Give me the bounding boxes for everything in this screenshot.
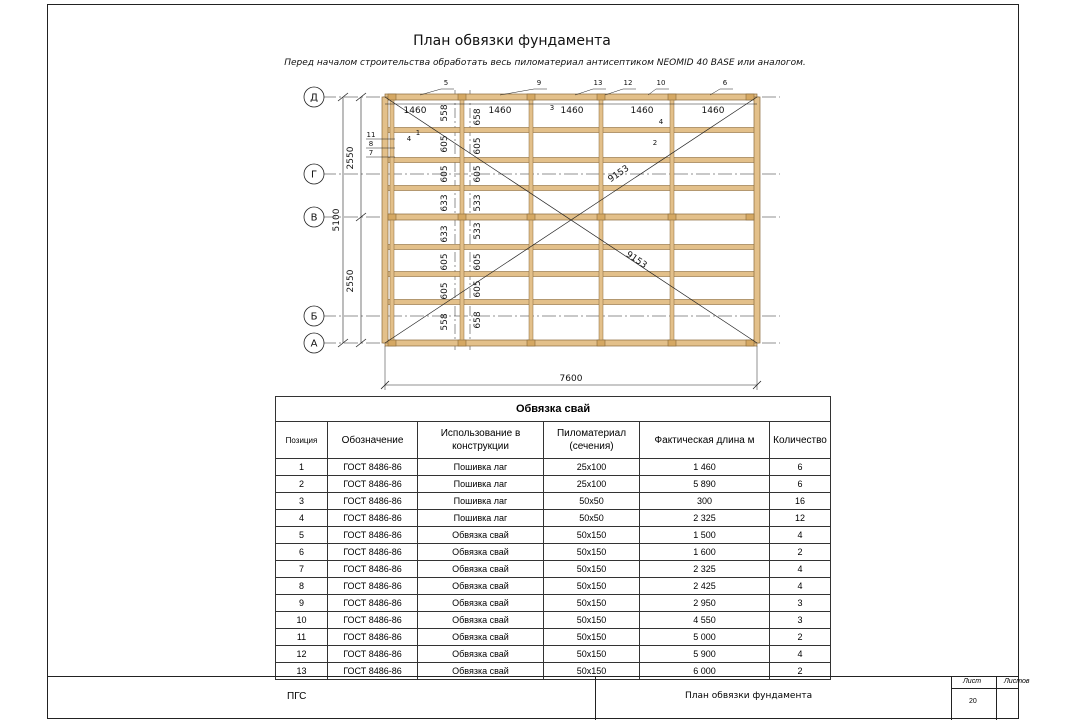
frame-beam-bottom — [385, 340, 757, 346]
table-cell: ГОСТ 8486-86 — [328, 561, 418, 578]
table-cell: Пошивка лаг — [418, 493, 544, 510]
pile-cap — [597, 340, 605, 346]
callout-label: 8 — [368, 140, 374, 148]
table-cell: 2 325 — [640, 510, 770, 527]
table-cell: 7 — [276, 561, 328, 578]
table-row — [276, 493, 831, 510]
axis-label: Б — [310, 311, 318, 323]
sheets-cell — [996, 677, 1030, 720]
pile-cap — [458, 94, 466, 100]
dimension-label: 605 — [473, 165, 483, 183]
table-cell: Обвязка свай — [418, 646, 544, 663]
frame-beam-right — [754, 97, 760, 343]
table-cell: 4 — [770, 646, 831, 663]
table-row — [276, 459, 831, 476]
pile-cap — [527, 214, 535, 220]
table-cell: 2 425 — [640, 578, 770, 595]
table-cell: ГОСТ 8486-86 — [328, 663, 418, 680]
table-cell: 4 550 — [640, 612, 770, 629]
table-cell: Обвязка свай — [418, 612, 544, 629]
dimension-label: 7600 — [559, 374, 583, 384]
table-header-cell: Пиломатериал (сечения) — [544, 422, 640, 459]
table-row — [276, 527, 831, 544]
dimension-label: 2550 — [346, 146, 356, 170]
table-cell: 50х150 — [544, 646, 640, 663]
frame-beam-left — [382, 97, 388, 343]
dimension-label: 658 — [473, 311, 483, 329]
table-header-cell: Количество — [770, 422, 831, 459]
pile-cap — [746, 94, 754, 100]
axis-label: Д — [310, 92, 318, 104]
dimension-label: 2550 — [346, 269, 356, 293]
table-cell: 6 000 — [640, 663, 770, 680]
dimension-label: 1460 — [403, 106, 427, 116]
drawing-note: Перед началом строительства обработать весь пиломатериал антисептиком NEOMID 40 BASE или аналогом. — [284, 58, 806, 68]
joist-board — [385, 186, 757, 191]
sheet-number: 20 — [969, 698, 977, 705]
callout-label: 13 — [593, 79, 603, 87]
table-cell: 50х150 — [544, 578, 640, 595]
dimension-label: 605 — [440, 253, 450, 271]
table-cell: 4 — [276, 510, 328, 527]
table-cell: ГОСТ 8486-86 — [328, 578, 418, 595]
table-cell: 50х150 — [544, 629, 640, 646]
title-block-org-cell — [47, 677, 596, 720]
table-cell: Обвязка свай — [418, 527, 544, 544]
sheet-cell — [951, 677, 997, 720]
axis-label: Г — [310, 169, 318, 181]
callout-label: 6 — [722, 79, 728, 87]
axis-label: В — [310, 212, 318, 224]
pile-cap — [668, 94, 676, 100]
dimension-label: 1460 — [488, 106, 512, 116]
dimension-label: 533 — [473, 222, 483, 240]
sheet-title: План обвязки фундамента — [685, 691, 813, 701]
table-cell: ГОСТ 8486-86 — [328, 595, 418, 612]
table-row — [276, 476, 831, 493]
pile-cap — [458, 340, 466, 346]
dimension-label: 1460 — [560, 106, 584, 116]
callout-label: 11 — [366, 131, 376, 139]
table-cell: Пошивка лаг — [418, 476, 544, 493]
table-row — [276, 629, 831, 646]
table-cell: ГОСТ 8486-86 — [328, 612, 418, 629]
table-cell: 1 600 — [640, 544, 770, 561]
dimension-label: 9153 — [623, 249, 649, 271]
table-cell: Обвязка свай — [418, 561, 544, 578]
callout-label: 2 — [652, 139, 658, 147]
table-cell: Обвязка свай — [418, 578, 544, 595]
table-cell: 4 — [770, 527, 831, 544]
pile-cap — [668, 214, 676, 220]
joist-board — [385, 158, 757, 163]
table-cell: 3 — [770, 612, 831, 629]
table-cell: ГОСТ 8486-86 — [328, 476, 418, 493]
table-cell: 5 890 — [640, 476, 770, 493]
pile-cap — [668, 340, 676, 346]
table-cell: 10 — [276, 612, 328, 629]
table-header-cell: Фактическая длина м — [640, 422, 770, 459]
table-cell: 4 — [770, 578, 831, 595]
dimension-label: 605 — [440, 135, 450, 153]
table-header-cell: Использование в конструкции — [418, 422, 544, 459]
dimension-label: 605 — [440, 282, 450, 300]
table-cell: 1 500 — [640, 527, 770, 544]
drawing-title: План обвязки фундамента — [413, 33, 611, 49]
table-cell: 9 — [276, 595, 328, 612]
dimension-label: 605 — [440, 165, 450, 183]
callout-label: 7 — [368, 149, 374, 157]
table-row — [276, 510, 831, 527]
table-cell: ГОСТ 8486-86 — [328, 544, 418, 561]
dimension-label: 633 — [440, 225, 450, 243]
dimension-label: 658 — [473, 108, 483, 126]
table-row — [276, 544, 831, 561]
table-cell: 300 — [640, 493, 770, 510]
table-cell: ГОСТ 8486-86 — [328, 459, 418, 476]
dimension-label: 5100 — [332, 208, 342, 232]
table-cell: 16 — [770, 493, 831, 510]
pile-cap — [597, 94, 605, 100]
table-cell: Обвязка свай — [418, 544, 544, 561]
joist-board — [385, 128, 757, 133]
table-cell: 6 — [276, 544, 328, 561]
table-header-cell: Позиция — [276, 422, 328, 459]
dimension-label: 558 — [440, 104, 450, 122]
table-cell: ГОСТ 8486-86 — [328, 646, 418, 663]
frame-beam-top — [385, 94, 757, 100]
table-cell: 13 — [276, 663, 328, 680]
table-cell: 50х150 — [544, 527, 640, 544]
callout-label: 3 — [549, 104, 555, 112]
spec-table — [275, 396, 831, 680]
table-cell: ГОСТ 8486-86 — [328, 510, 418, 527]
callout-label: 4 — [658, 118, 664, 126]
pile-cap — [388, 340, 396, 346]
table-cell: 6 — [770, 476, 831, 493]
sheet-label: Лист — [963, 678, 982, 685]
table-cell: 25х100 — [544, 459, 640, 476]
table-cell: 2 — [770, 544, 831, 561]
table-header-cell: Обозначение — [328, 422, 418, 459]
table-row — [276, 578, 831, 595]
pile-cap — [388, 94, 396, 100]
table-cell: 50х50 — [544, 493, 640, 510]
joist-board — [385, 272, 757, 277]
table-row — [276, 646, 831, 663]
table-cell: 12 — [770, 510, 831, 527]
table-cell: 6 — [770, 459, 831, 476]
pile-cap — [527, 94, 535, 100]
table-row — [276, 561, 831, 578]
frame-beam-middle — [385, 214, 757, 220]
table-row — [276, 595, 831, 612]
table-cell: 3 — [770, 595, 831, 612]
table-cell: ГОСТ 8486-86 — [328, 629, 418, 646]
table-cell: 2 — [276, 476, 328, 493]
table-row — [276, 612, 831, 629]
table-cell: Обвязка свай — [418, 663, 544, 680]
table-cell: 50х150 — [544, 612, 640, 629]
callout-label: 1 — [415, 129, 421, 137]
table-cell: 12 — [276, 646, 328, 663]
table-cell: 1 460 — [640, 459, 770, 476]
dimension-label: 605 — [473, 137, 483, 155]
table-cell: 5 — [276, 527, 328, 544]
table-cell: 4 — [770, 561, 831, 578]
table-cell: 5 900 — [640, 646, 770, 663]
callout-label: 4 — [406, 135, 412, 143]
table-cell: 11 — [276, 629, 328, 646]
table-cell: Пошивка лаг — [418, 510, 544, 527]
table-cell: 2 325 — [640, 561, 770, 578]
table-caption: Обвязка свай — [276, 397, 831, 422]
title-block — [47, 676, 1030, 720]
table-cell: ГОСТ 8486-86 — [328, 527, 418, 544]
table-cell: 5 000 — [640, 629, 770, 646]
pile-cap — [746, 340, 754, 346]
table-cell: 50х50 — [544, 510, 640, 527]
title-block-title-cell — [595, 677, 952, 720]
callout-label: 9 — [536, 79, 542, 87]
axis-label: А — [310, 338, 318, 350]
callout-label: 12 — [623, 79, 633, 87]
table-cell: Обвязка свай — [418, 595, 544, 612]
dimension-label: 633 — [440, 194, 450, 212]
callout-label: 5 — [443, 79, 449, 87]
dimension-label: 605 — [473, 280, 483, 298]
table-cell: Обвязка свай — [418, 629, 544, 646]
dimension-label: 558 — [440, 313, 450, 331]
joist-board — [385, 245, 757, 250]
sheets-label: Листов — [1004, 678, 1030, 685]
table-cell: 50х150 — [544, 561, 640, 578]
dimension-label: 1460 — [701, 106, 725, 116]
table-cell: 50х150 — [544, 663, 640, 680]
callout-label: 10 — [656, 79, 666, 87]
table-cell: 1 — [276, 459, 328, 476]
dimension-label: 1460 — [630, 106, 654, 116]
table-cell: Пошивка лаг — [418, 459, 544, 476]
dimension-label: 533 — [473, 194, 483, 212]
table-cell: 25х100 — [544, 476, 640, 493]
pile-cap — [458, 214, 466, 220]
table-cell: 2 950 — [640, 595, 770, 612]
table-cell: 3 — [276, 493, 328, 510]
table-cell: 8 — [276, 578, 328, 595]
table-cell: 2 — [770, 663, 831, 680]
table-cell: 2 — [770, 629, 831, 646]
table-cell: ГОСТ 8486-86 — [328, 493, 418, 510]
table-cell: 50х150 — [544, 595, 640, 612]
table-cell: 50х150 — [544, 544, 640, 561]
org-name: ПГС — [287, 691, 307, 702]
pile-cap — [746, 214, 754, 220]
pile-cap — [388, 214, 396, 220]
pile-cap — [597, 214, 605, 220]
dimension-label: 605 — [473, 253, 483, 271]
pile-cap — [527, 340, 535, 346]
dimension-label: 9153 — [606, 163, 632, 185]
